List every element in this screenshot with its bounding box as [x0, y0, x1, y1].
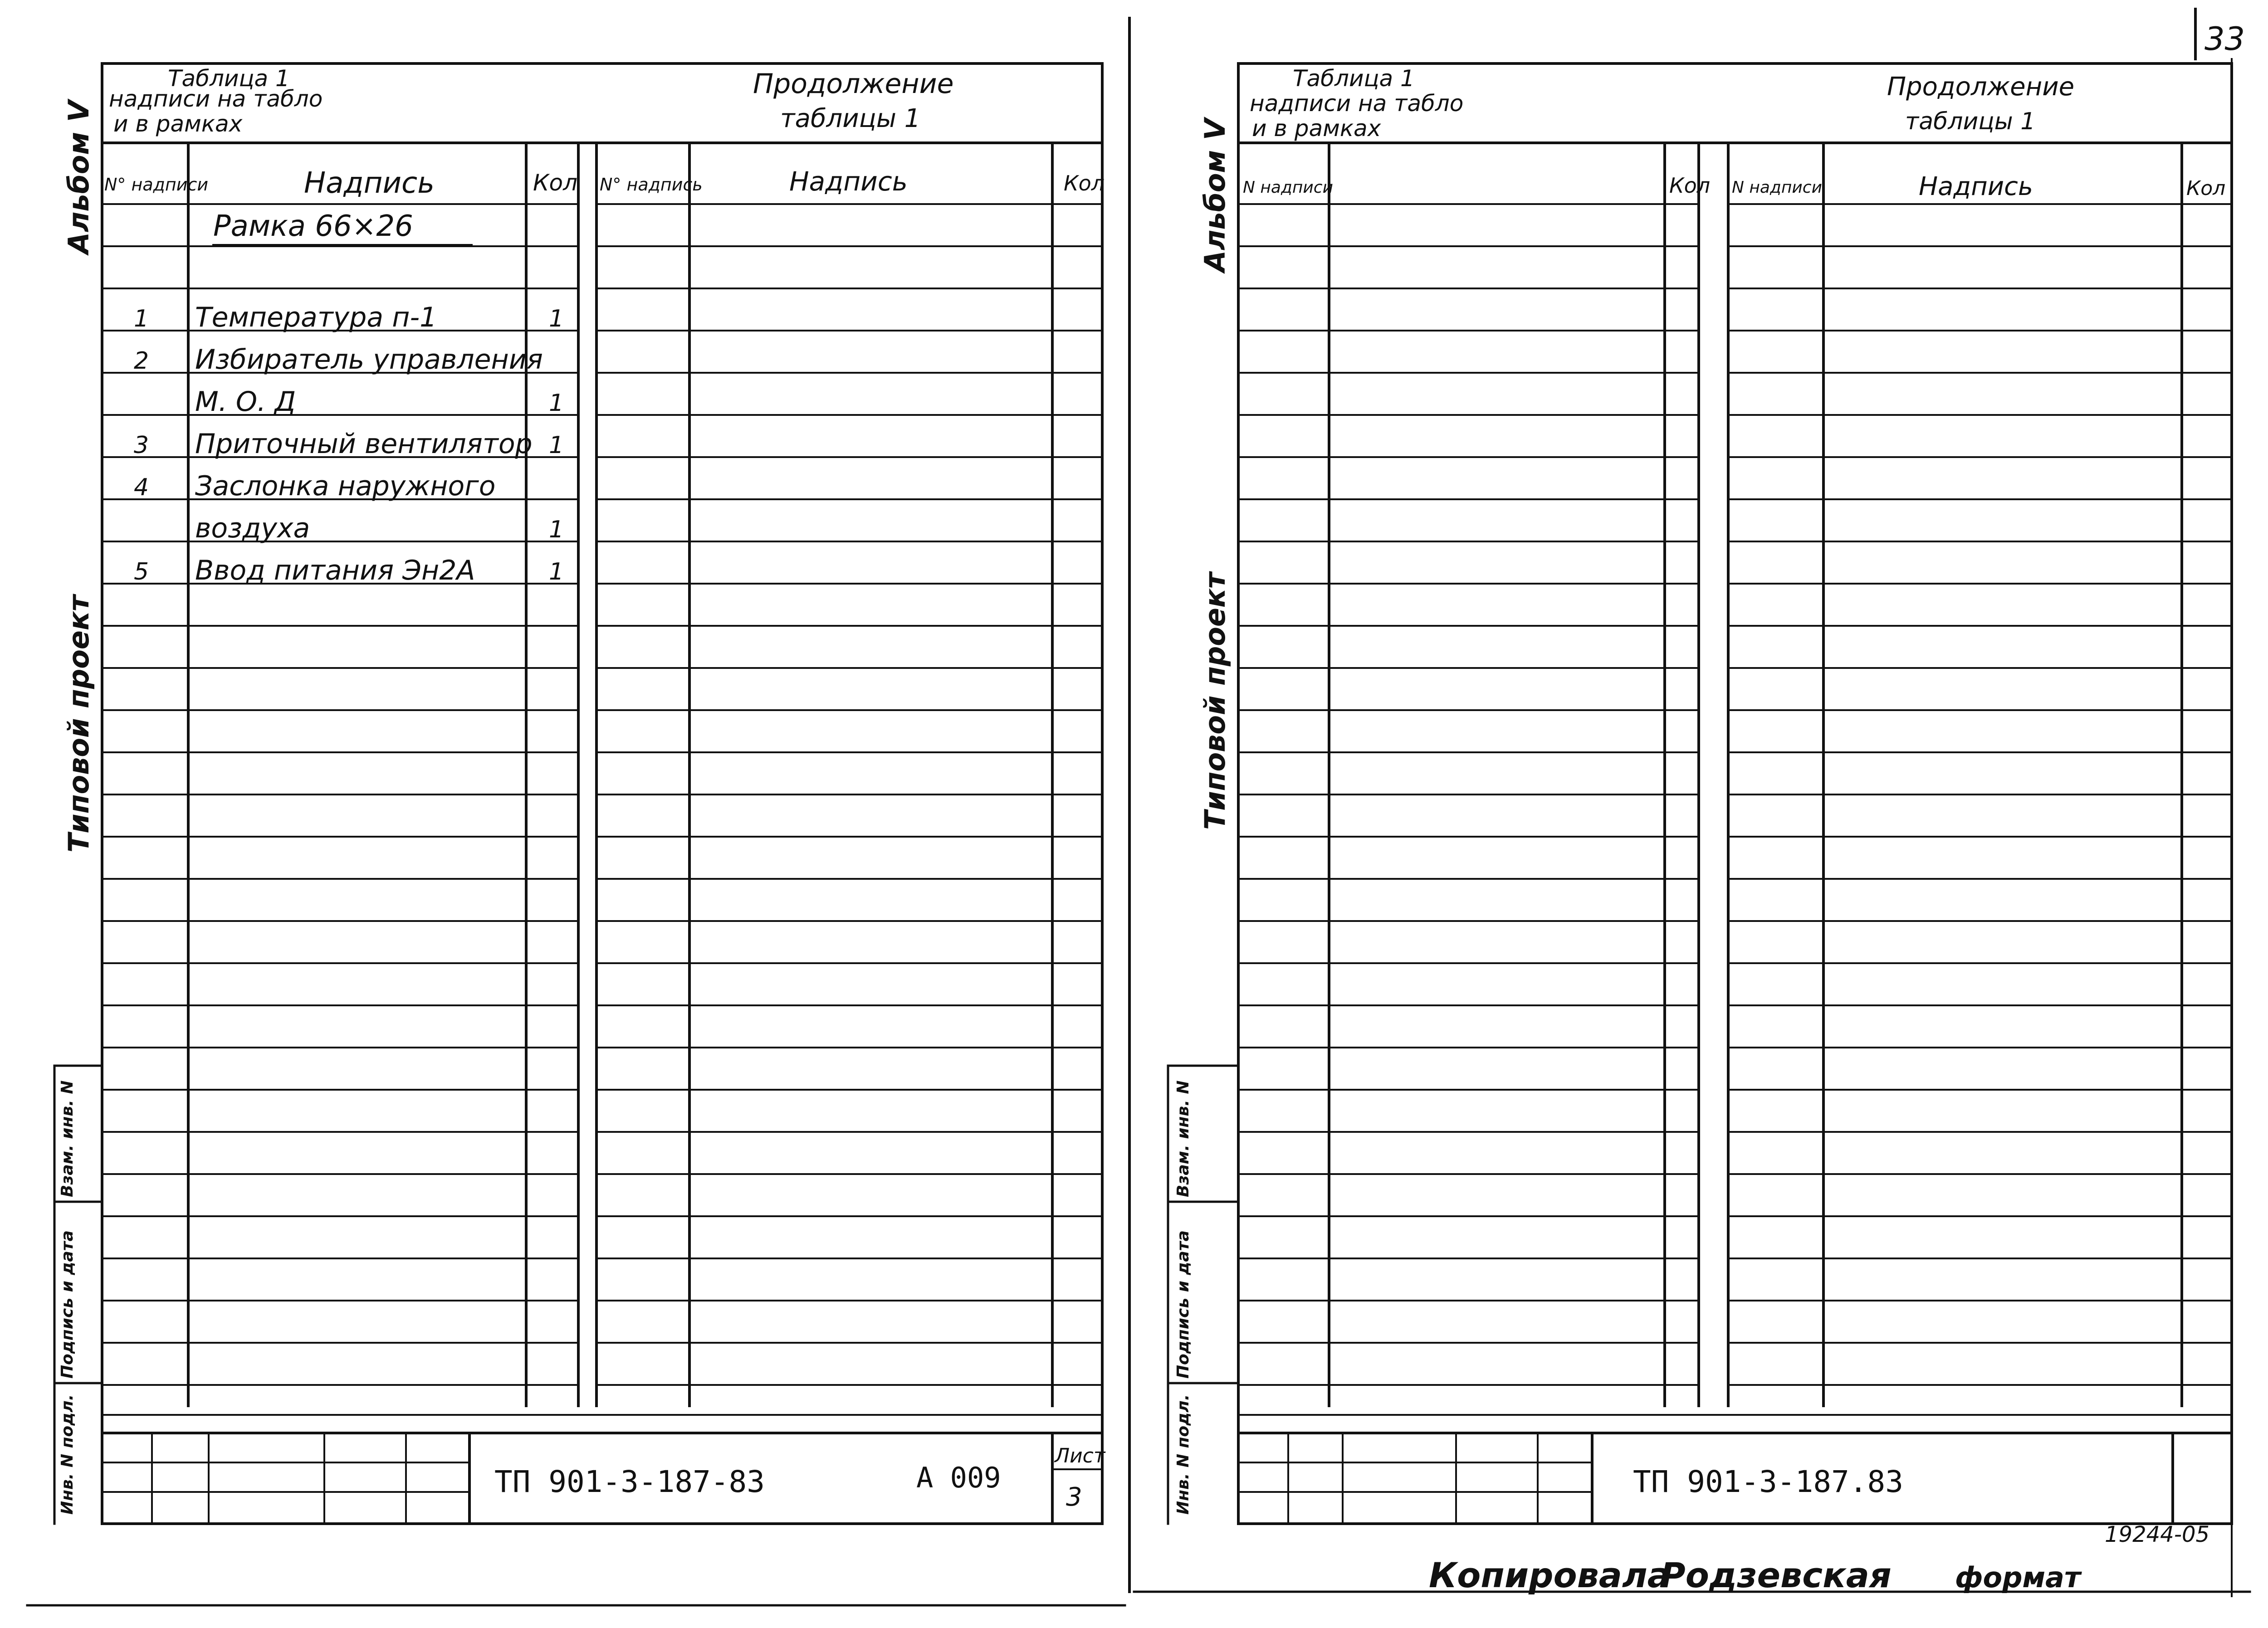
right-doc-code: ТП 901-3-187.83	[1633, 1464, 1904, 1499]
row-text: Заслонка наружного	[195, 470, 496, 502]
right-header-continuation2: таблицы 1	[1905, 108, 2036, 135]
row-text: Избиратель управления	[195, 344, 543, 375]
row-quantity: 1	[549, 305, 564, 332]
left-header-continuation1: Продолжение	[753, 68, 954, 100]
right-stamp-replace: Взам. инв. N	[1174, 1080, 1193, 1197]
right-header-subtitle1: надписи на табло	[1250, 90, 1464, 117]
row-number: 4	[134, 474, 149, 501]
row-text: Ввод питания Эн2А	[195, 555, 475, 586]
left-col-no-header: N° надписи	[104, 175, 209, 195]
left-header-continuation2: таблицы 1	[780, 104, 921, 133]
right-col2-no-header: N надписи	[1732, 178, 1822, 197]
left-stamp-signature: Подпись и дата	[58, 1230, 77, 1379]
left-sheet-frame	[54, 63, 1102, 1524]
right-stamp-signature: Подпись и дата	[1174, 1230, 1193, 1379]
left-data-rows	[134, 302, 564, 586]
row-quantity: 1	[549, 558, 564, 585]
right-header-continuation1: Продолжение	[1887, 72, 2075, 102]
row-number: 2	[134, 347, 149, 375]
footer-copied-label: Копировала	[1429, 1555, 1671, 1595]
footer-format-label: формат	[1955, 1561, 2081, 1594]
left-col-text-header: Надпись	[304, 166, 435, 200]
left-margin-project: Типовой проект	[62, 595, 95, 853]
row-quantity: 1	[549, 390, 564, 417]
row-number: 3	[134, 432, 149, 459]
frame-title: Рамка 66×26	[213, 210, 413, 243]
left-album-code: А 009	[916, 1461, 1001, 1494]
left-col2-no-header: N° надпись	[600, 175, 703, 195]
right-col-no-header: N надписи	[1243, 178, 1333, 197]
right-header-title: Таблица 1	[1293, 65, 1415, 92]
row-quantity: 1	[549, 432, 564, 459]
left-header-subtitle2: и в рамках	[113, 111, 243, 137]
right-col2-qty-header: Кол	[2186, 177, 2226, 200]
page-number: 33	[2204, 20, 2245, 58]
right-margin-album: Альбом V	[1198, 118, 1232, 272]
right-col2-text-header: Надпись	[1919, 172, 2033, 201]
left-col-qty-header: Кол	[533, 170, 578, 196]
left-margin-album: Альбом V	[62, 100, 95, 254]
right-margin-project: Типовой проект	[1198, 572, 1232, 830]
left-sheet-number: 3	[1066, 1482, 1082, 1512]
right-sheet-frame	[1168, 63, 2232, 1524]
left-stamp-replace: Взам. инв. N	[58, 1080, 77, 1197]
right-header-subtitle2: и в рамках	[1252, 115, 1381, 141]
row-text: Приточный вентилятор	[195, 428, 533, 460]
footer-copier-name: Родзевская	[1660, 1555, 1892, 1595]
row-quantity: 1	[549, 516, 564, 543]
left-header-subtitle1: надписи на табло	[109, 86, 323, 112]
footer-number: 19244-05	[2105, 1522, 2210, 1547]
left-doc-code: ТП 901-3-187-83	[494, 1464, 765, 1499]
right-col-qty-header: Кол	[1669, 173, 1711, 198]
row-text: воздуха	[195, 512, 310, 544]
row-number: 5	[134, 558, 149, 585]
left-stamp-inv: Инв. N подл.	[58, 1394, 77, 1515]
row-text: М. О. Д	[195, 386, 296, 418]
left-sheet-label: Лист	[1055, 1444, 1105, 1467]
left-col2-text-header: Надпись	[789, 166, 908, 197]
row-number: 1	[134, 305, 149, 332]
left-header-title: Таблица 1	[168, 65, 290, 92]
row-text: Температура п-1	[195, 302, 437, 333]
right-stamp-inv: Инв. N подл.	[1174, 1394, 1193, 1515]
left-col2-qty-header: Кол	[1064, 171, 1105, 195]
